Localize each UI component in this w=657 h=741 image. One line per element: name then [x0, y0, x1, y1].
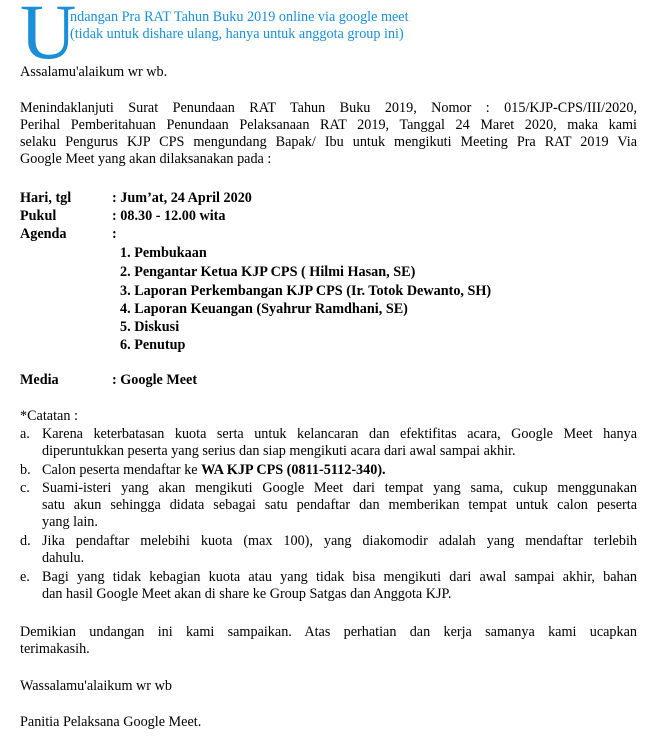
note-line: dan hasil Google Meet akan di share ke Group Satgas dan Anggota KJP. [42, 586, 452, 602]
intro-line: selaku Pengurus KJP CPS mengundang Bapak/ Ibu untuk mengikuti Meeting Pra RAT 2019 Via [20, 134, 637, 150]
note-letter: d. [20, 533, 31, 549]
media-value: : Google Meet [112, 372, 198, 388]
note-line: dahulu. [42, 550, 85, 566]
closing-line: Demikian undangan ini kami sampaikan. Atas perhatian dan kerja samanya kami ucapkan [20, 624, 637, 640]
note-line: Suami-isteri yang akan mengikuti Google Meet dari tempat yang sama, cukup menggunakan [42, 480, 637, 496]
intro-line: Google Meet yang akan dilaksanakan pada : [20, 151, 272, 167]
invitation-document [20, 0, 637, 730]
header-title-line-1: ndangan Pra RAT Tahun Buku 2019 online via google meet [70, 9, 409, 25]
note-line: yang lain. [42, 514, 98, 530]
intro-paragraph [20, 100, 637, 168]
note-text [42, 462, 637, 479]
note-text [42, 533, 637, 567]
media-label: Media [20, 372, 59, 388]
note-text [42, 426, 637, 460]
agenda-item: 5. Diskusi [120, 319, 180, 335]
note-letter: a. [20, 426, 30, 442]
closing-line: terimakasih. [20, 641, 90, 657]
intro-line: Perihal Pemberitahuan Penundaan Pelaksanaan RAT 2019, Tanggal 24 Maret 2020, maka kami [20, 117, 637, 133]
agenda-item: 6. Penutup [120, 337, 186, 353]
agenda-item: 3. Laporan Perkembangan KJP CPS (Ir. Totok Dewanto, SH) [120, 283, 492, 299]
time-value: : 08.30 - 12.00 wita [112, 208, 226, 224]
dropcap-letter: U [20, 0, 77, 75]
agenda-item: 2. Pengantar Ketua KJP CPS ( Hilmi Hasan, SE) [120, 264, 416, 280]
date-value: : Jum’at, 24 April 2020 [112, 190, 252, 206]
farewell: Wassalamu'alaikum wr wb [20, 678, 172, 694]
note-line: Bagi yang tidak kebagian kuota atau yang tidak bisa mengikuti dari awal sampai akhir, bahan [42, 569, 637, 585]
intro-line: Menindaklanjuti Surat Penundaan RAT Tahun Buku 2019, Nomor : 015/KJP-CPS/III/2020, [20, 100, 637, 116]
header-title [70, 9, 409, 43]
time-label: Pukul [20, 208, 57, 224]
note-line: Jika pendaftar melebihi kuota (max 100), yang diakomodir adalah yang mendaftar terlebih [42, 533, 637, 549]
header-title-line-2: (tidak untuk dishare ulang, hanya untuk anggota group ini) [70, 26, 404, 42]
signature: Panitia Pelaksana Google Meet. [20, 714, 202, 730]
contact-whatsapp: WA KJP CPS (0811-5112-340). [201, 462, 386, 478]
note-text [42, 480, 637, 531]
date-label: Hari, tgl [20, 190, 72, 206]
agenda-colon: : [112, 226, 117, 242]
note-line: satu akun sehingga didata sebagai satu pendaftar dan memberikan tempat untuk calon peserta [42, 497, 637, 513]
agenda-item: 1. Pembukaan [120, 245, 207, 261]
closing-paragraph [20, 624, 637, 658]
greeting: Assalamu'alaikum wr wb. [20, 64, 168, 80]
note-letter: e. [20, 569, 30, 585]
agenda-item: 4. Laporan Keuangan (Syahrur Ramdhani, SE) [120, 301, 408, 317]
note-text [42, 569, 637, 603]
note-line: Karena keterbatasan kuota serta untuk kelancaran dan efektifitas acara, Google Meet hanya [42, 426, 637, 442]
note-letter: c. [20, 480, 30, 496]
note-line: diperuntukkan peserta yang serius dan siap mengikuti acara dari awal sampai akhir. [42, 443, 516, 459]
notes-heading: *Catatan : [20, 408, 78, 424]
agenda-label: Agenda [20, 226, 67, 242]
note-letter: b. [20, 462, 31, 478]
note-text-plain: Calon peserta mendaftar ke [42, 462, 202, 478]
